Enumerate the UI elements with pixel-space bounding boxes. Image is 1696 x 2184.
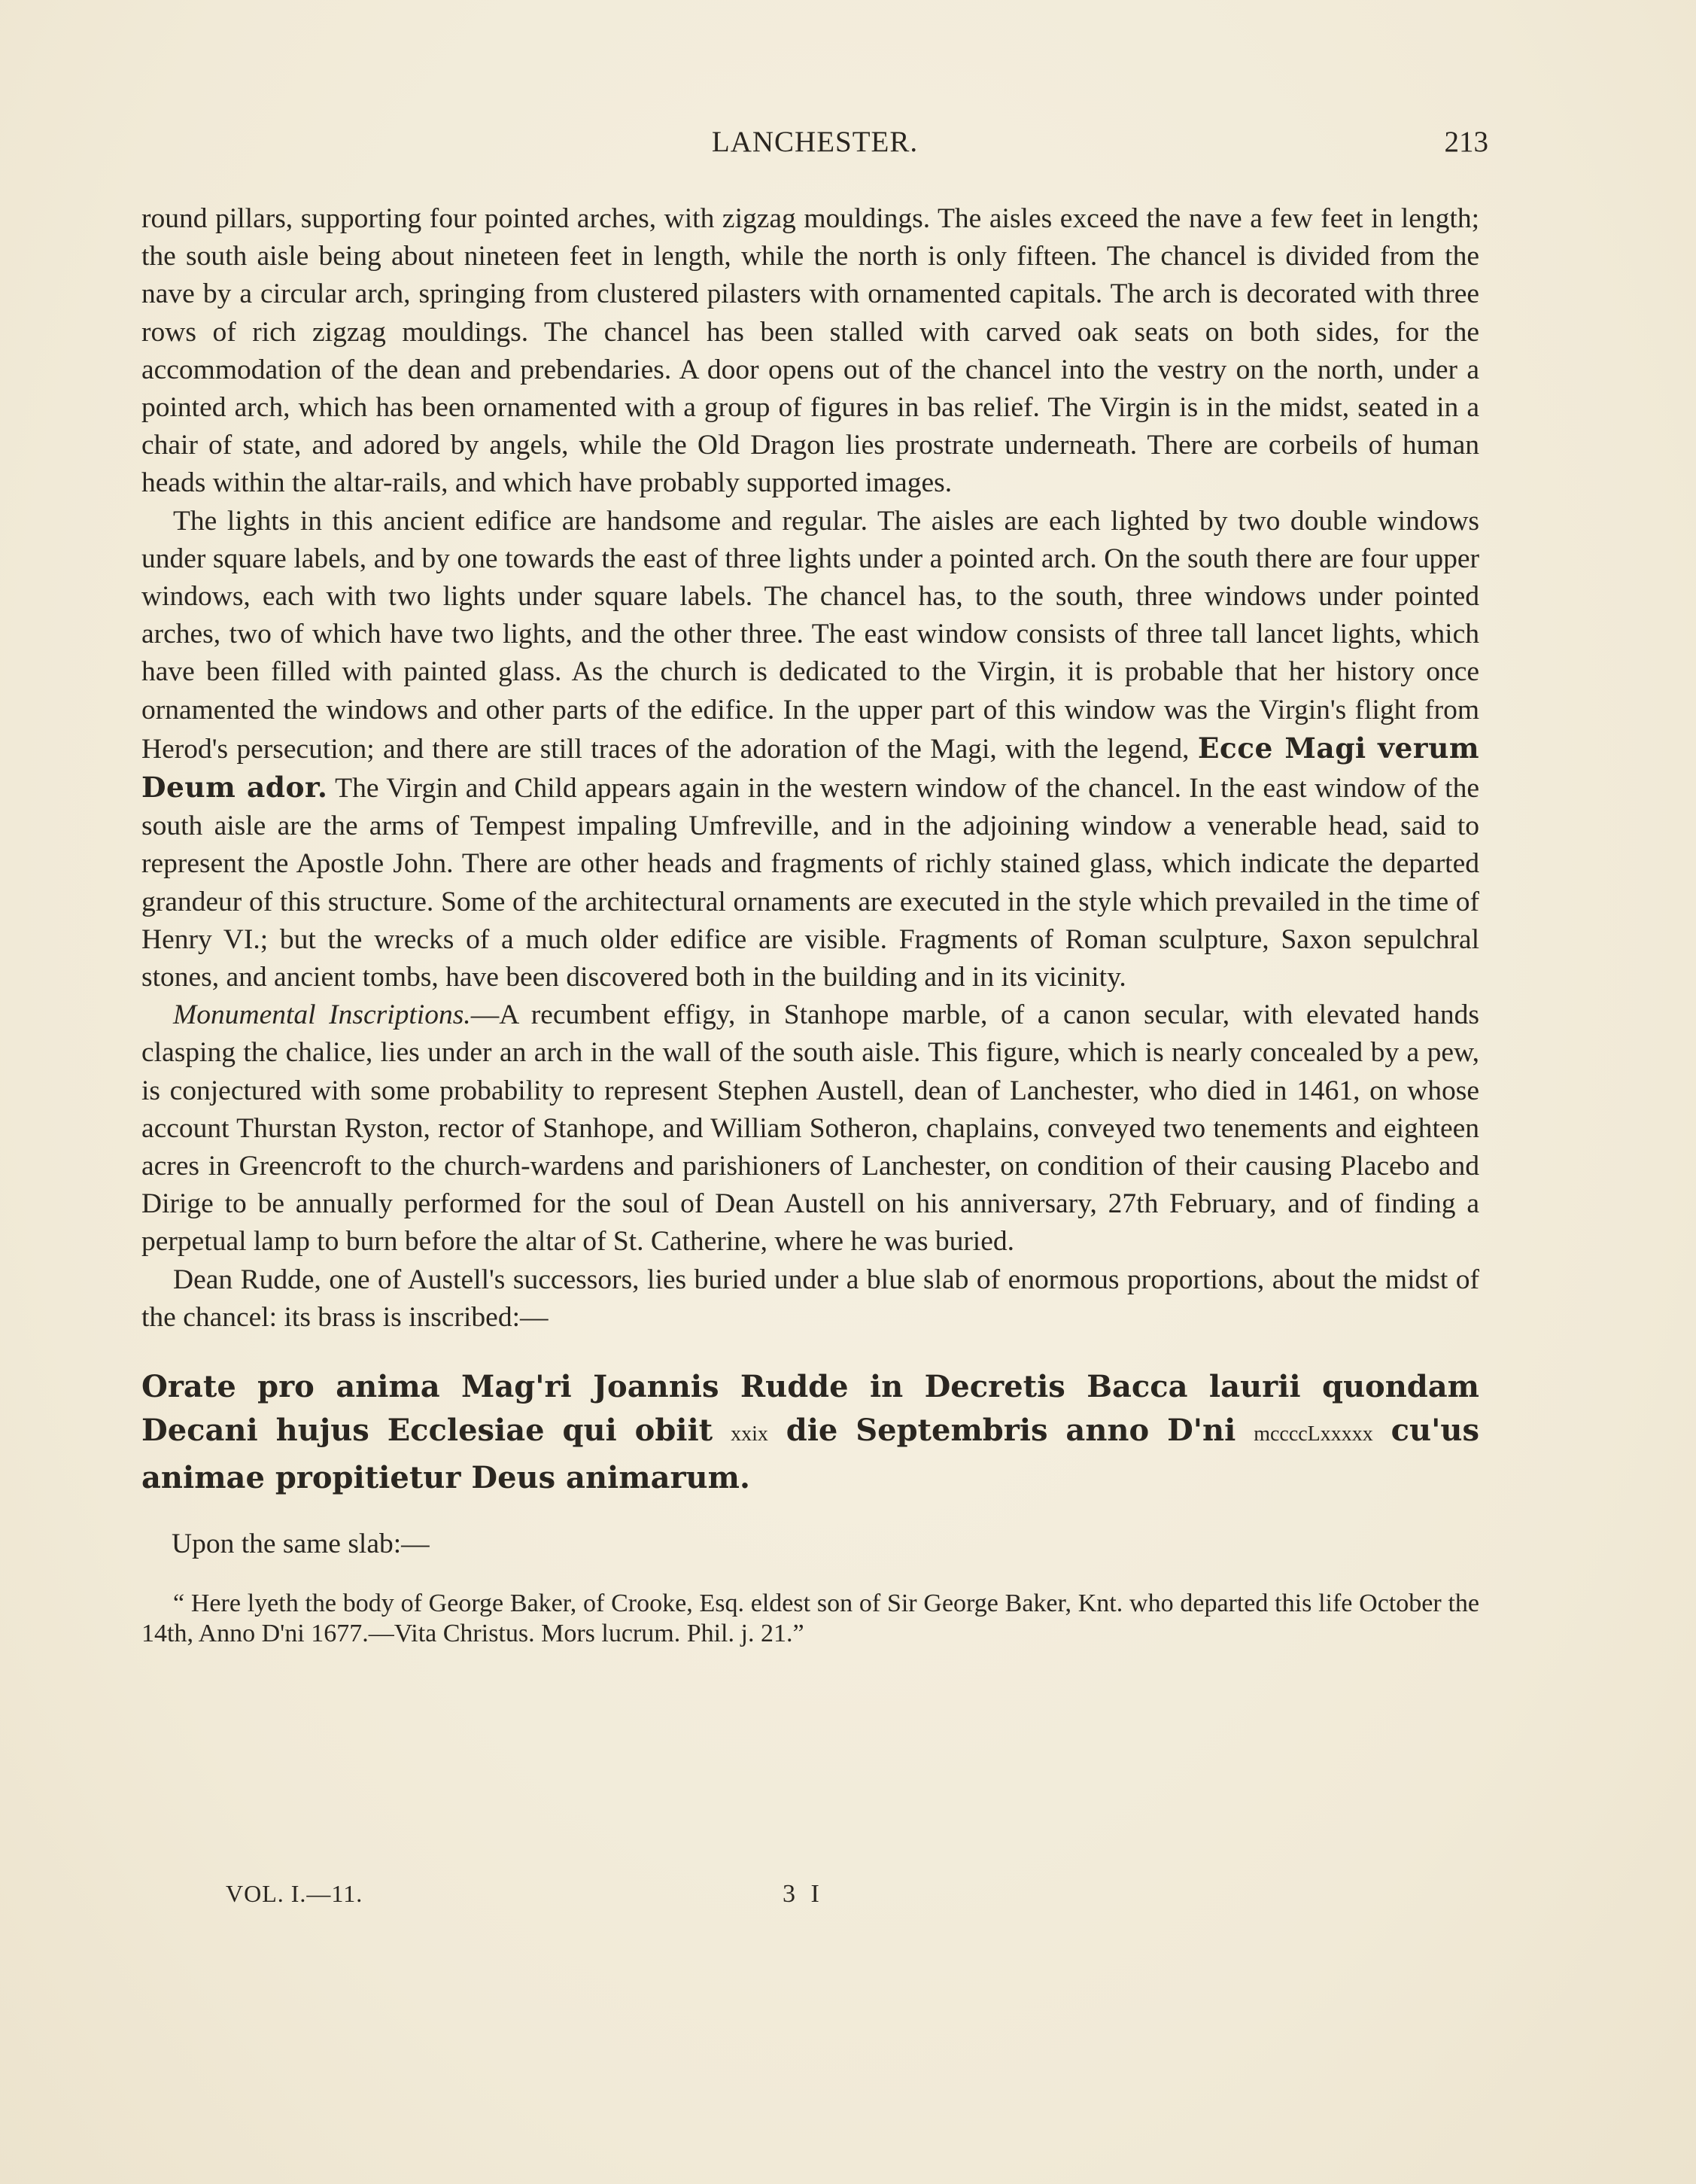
monumental-text: —A recumbent effigy, in Stanhope marble, of a canon secular, with elevated hands clasping the chalice, lies under an arch in the wall of the south aisle. This figure, which is nearly concealed by a pew, is conjectured with some probability to represent Stephen Austell, dean of Lanchester, who died in 1461, on whose account Thurstan Ryston, rector of Stanhope, and William Sotheron, chaplains, conveyed two tenements and eighteen acres in Greencroft to the church-wardens and parishioners of Lanchester, on condition of their causing Placebo and Dirige to be annually performed for the soul of Dean Austell on his anniversary, 27th February, and of finding a perpetual lamp to burn before the altar of St. Catherine, where he was buried. xyxy=(141,999,1479,1258)
page-footer xyxy=(226,1880,978,1913)
section-heading-monumental: Monumental Inscriptions. xyxy=(173,999,471,1031)
lights-text-start: The lights in this ancient edifice are handsome and regular. The aisles are each lighted by two double windows under square labels, and by one towards the east of three lights under a pointed arch. On the south there are four upper windows, each with two lights under square labels. The chancel has, to the south, three windows under pointed arches, two of which have two lights, and the other three. The east window consists of three tall lancet lights, which have been filled with painted glass. As the church is dedicated to the Virgin, it is probable that her history once ornamented the windows and other parts of the edifice. In the upper part of this window was the Virgin's flight from Herod's persecution; and there are still traces of the adoration of the Magi, with the legend, xyxy=(141,505,1479,765)
page-number: 213 xyxy=(1444,126,1488,158)
paragraph-pillars: round pillars, supporting four pointed arches, with zigzag mouldings. The aisles exceed the nave a few feet in length; the south aisle being about nineteen feet in length, while the north is only fifteen. The chancel is divided from the nave by a circular arch, springing from clustered pilasters with ornamented capitals. The arch is decorated with three rows of rich zigzag mouldings. The chancel has been stalled with carved oak seats on both sides, for the accommodation of the dean and prebendaries. A door opens out of the chancel into the vestry on the north, under a pointed arch, which has been ornamented with a group of figures in bas relief. The Virgin is in the midst, seated in a chair of state, and adored by angels, while the Old Dragon lies prostrate underneath. There are corbeils of human heads within the altar-rails, and which have probably supported images. xyxy=(141,203,1479,499)
paragraph-monumental xyxy=(141,996,1479,1261)
body-text xyxy=(141,200,1479,1649)
inscription-year: mccccLxxxxx xyxy=(1254,1422,1373,1446)
inscription-day: xxix xyxy=(731,1422,768,1446)
page-header xyxy=(141,125,1488,163)
same-slab-caption: Upon the same slab:— xyxy=(172,1528,430,1560)
volume-mark: VOL. I.—11. xyxy=(226,1880,363,1907)
inscription-part-2: die Septembris anno D'ni xyxy=(786,1413,1236,1449)
paragraph-lights xyxy=(141,503,1479,997)
running-title: LANCHESTER. xyxy=(711,126,919,158)
baker-quote: “ Here lyeth the body of George Baker, of Crooke, Esq. eldest son of Sir George Baker, Knt. who departed this life October the 14th, Anno D'ni 1677.—Vita Christus. Mors lucrum. Phil. j. 21.” xyxy=(141,1589,1479,1648)
rudde-inscription xyxy=(141,1365,1479,1500)
lights-text-end: The Virgin and Child appears again in the western window of the chancel. In the east window of the south aisle are the arms of Tempest impaling Umfreville, and in the adjoining window a venerable head, said to represent the Apostle John. There are other heads and fragments of richly stained glass, which indicate the departed grandeur of this structure. Some of the architectural ornaments are executed in the style which prevailed in the time of Henry VI.; but the wrecks of a much older edifice are visible. Fragments of Roman sculpture, Saxon sepulchral stones, and ancient tombs, have been discovered both in the building and in its vicinity. xyxy=(141,773,1479,993)
inscription-part-3: cu'us animae propitietur Deus animarum. xyxy=(141,1413,1479,1496)
paragraph-rudde: Dean Rudde, one of Austell's successors, lies buried under a blue slab of enormous proportions, about the midst of the chancel: its brass is inscribed:— xyxy=(141,1264,1479,1333)
inscription-part-1: Orate pro anima Mag'ri Joannis Rudde in Decretis Bacca laurii quondam Decani hujus Ecclesiae qui obiit xyxy=(141,1369,1479,1449)
magi-legend: Ecce Magi verum Deum ador. xyxy=(141,731,1480,805)
signature-mark: 3 I xyxy=(783,1880,824,1908)
